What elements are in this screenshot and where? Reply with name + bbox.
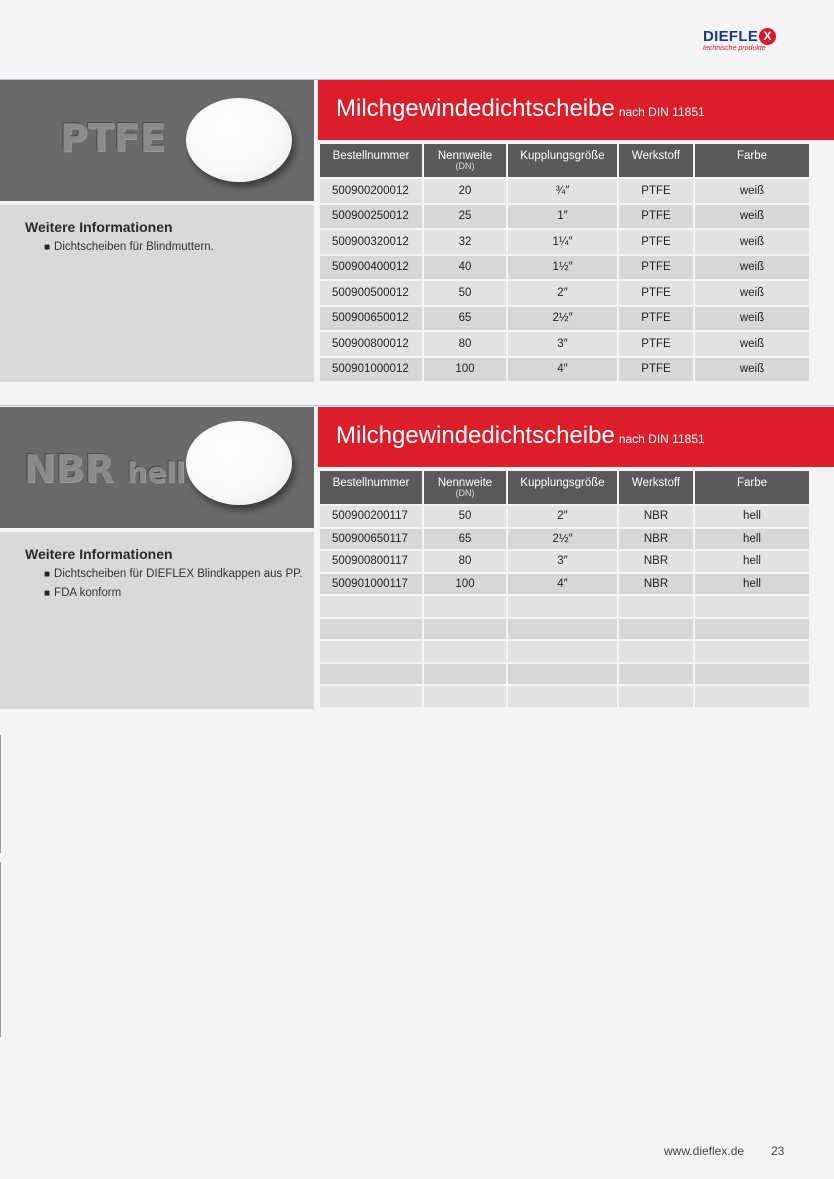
table-cell: 3″ bbox=[508, 551, 617, 572]
table-cell: 4″ bbox=[508, 574, 617, 595]
table-cell: 500900400012 bbox=[320, 256, 422, 280]
column-header bbox=[619, 144, 693, 177]
table-cell: 80 bbox=[424, 332, 506, 356]
table-cell: NBR bbox=[619, 551, 693, 572]
column-header bbox=[320, 471, 422, 504]
info-title: Weitere Informationen bbox=[25, 546, 173, 562]
table-cell bbox=[619, 596, 693, 617]
table-row bbox=[320, 230, 809, 254]
column-header bbox=[424, 144, 506, 177]
column-header bbox=[508, 471, 617, 504]
table-cell: PTFE bbox=[619, 332, 693, 356]
material-suffix: hell bbox=[127, 456, 186, 489]
page-number: 23 bbox=[771, 1144, 785, 1158]
table-cell: 4″ bbox=[508, 358, 617, 382]
table-cell: 500901000117 bbox=[320, 574, 422, 595]
table-row bbox=[320, 256, 809, 280]
column-header bbox=[695, 144, 809, 177]
table-cell: ¾″ bbox=[508, 179, 617, 203]
table-cell: weiß bbox=[695, 256, 809, 280]
table-cell: NBR bbox=[619, 506, 693, 527]
table-cell: 32 bbox=[424, 230, 506, 254]
section-divider bbox=[0, 405, 834, 406]
table-cell: 50 bbox=[424, 281, 506, 305]
table-row bbox=[320, 205, 809, 229]
table-cell: PTFE bbox=[619, 205, 693, 229]
material-label bbox=[24, 447, 185, 491]
column-header-unit: (DN) bbox=[455, 488, 475, 498]
table-cell: 65 bbox=[424, 307, 506, 331]
table-cell: PTFE bbox=[619, 179, 693, 203]
table-cell bbox=[508, 664, 617, 685]
table-cell: PTFE bbox=[619, 256, 693, 280]
table-cell: 2½″ bbox=[508, 307, 617, 331]
table-cell: PTFE bbox=[619, 281, 693, 305]
table-cell bbox=[320, 619, 422, 640]
table-cell bbox=[424, 664, 506, 685]
table-cell: 500900200012 bbox=[320, 179, 422, 203]
table-cell bbox=[695, 596, 809, 617]
table-cell bbox=[619, 619, 693, 640]
table-cell bbox=[320, 664, 422, 685]
table-row bbox=[320, 664, 809, 685]
table-row bbox=[320, 529, 809, 550]
table-cell bbox=[320, 596, 422, 617]
table-cell bbox=[508, 686, 617, 707]
info-list bbox=[44, 241, 214, 260]
product-title-text bbox=[336, 95, 705, 123]
table-cell bbox=[424, 596, 506, 617]
table-cell: hell bbox=[695, 551, 809, 572]
product-section-nbr bbox=[0, 407, 834, 709]
table-cell: 500900650012 bbox=[320, 307, 422, 331]
table-row bbox=[320, 358, 809, 382]
table-cell: 500900500012 bbox=[320, 281, 422, 305]
product-table bbox=[318, 142, 811, 383]
table-row bbox=[320, 179, 809, 203]
column-header bbox=[320, 144, 422, 177]
product-title-text bbox=[336, 422, 705, 450]
table-cell: 25 bbox=[424, 205, 506, 229]
column-header-label: Bestellnummer bbox=[332, 477, 410, 489]
material-panel bbox=[0, 80, 314, 201]
table-cell bbox=[424, 686, 506, 707]
product-standard: nach DIN 11851 bbox=[618, 105, 705, 119]
info-title: Weitere Informationen bbox=[25, 219, 173, 235]
material-label bbox=[60, 116, 166, 160]
info-panel bbox=[0, 205, 314, 382]
table-cell: 1¼″ bbox=[508, 230, 617, 254]
table-cell bbox=[508, 641, 617, 662]
table-cell: weiß bbox=[695, 281, 809, 305]
table-cell: 500900250012 bbox=[320, 205, 422, 229]
table-cell: 80 bbox=[424, 551, 506, 572]
table-cell: 500900200117 bbox=[320, 506, 422, 527]
table-cell: weiß bbox=[695, 230, 809, 254]
table-cell: 3″ bbox=[508, 332, 617, 356]
info-panel bbox=[0, 532, 314, 709]
table-cell bbox=[424, 641, 506, 662]
table-row bbox=[320, 506, 809, 527]
table-cell: 50 bbox=[424, 506, 506, 527]
product-title: Milchgewindedichtscheibe bbox=[336, 95, 615, 122]
table-cell: 500900800012 bbox=[320, 332, 422, 356]
table-cell: 100 bbox=[424, 358, 506, 382]
table-header-row bbox=[320, 471, 809, 504]
gasket-disc-image bbox=[186, 98, 292, 182]
table-cell bbox=[424, 619, 506, 640]
material-name: PTFE bbox=[60, 116, 166, 160]
table-cell: NBR bbox=[619, 529, 693, 550]
table-cell: NBR bbox=[619, 574, 693, 595]
table-row bbox=[320, 596, 809, 617]
edge-line bbox=[0, 735, 1, 853]
table-cell: 1½″ bbox=[508, 256, 617, 280]
product-title: Milchgewindedichtscheibe bbox=[336, 422, 615, 449]
product-table bbox=[318, 469, 811, 709]
table-cell: 20 bbox=[424, 179, 506, 203]
table-cell: 500900320012 bbox=[320, 230, 422, 254]
column-header-label: Kupplungsgröße bbox=[520, 477, 605, 489]
product-title-banner bbox=[318, 407, 834, 467]
column-header-label: Bestellnummer bbox=[332, 150, 410, 162]
info-list bbox=[44, 568, 303, 606]
column-header-label: Kupplungsgröße bbox=[520, 150, 605, 162]
edge-line bbox=[0, 862, 1, 1037]
column-header-label: Farbe bbox=[736, 150, 768, 162]
column-header-unit: (DN) bbox=[455, 161, 475, 171]
table-cell bbox=[695, 619, 809, 640]
table-cell: 1″ bbox=[508, 205, 617, 229]
product-standard: nach DIN 11851 bbox=[618, 432, 705, 446]
column-header-label: Nennweite bbox=[437, 150, 493, 162]
table-cell bbox=[508, 596, 617, 617]
column-header-label: Nennweite bbox=[437, 477, 493, 489]
table-cell: weiß bbox=[695, 205, 809, 229]
table-cell bbox=[320, 641, 422, 662]
table-cell: hell bbox=[695, 529, 809, 550]
table-cell bbox=[695, 664, 809, 685]
table-cell: weiß bbox=[695, 332, 809, 356]
table-row bbox=[320, 619, 809, 640]
column-header bbox=[424, 471, 506, 504]
table-cell: 2″ bbox=[508, 281, 617, 305]
table-cell: 2½″ bbox=[508, 529, 617, 550]
table-cell: 500900800117 bbox=[320, 551, 422, 572]
product-section-ptfe bbox=[0, 80, 834, 382]
material-name: NBR bbox=[24, 447, 115, 491]
material-panel bbox=[0, 407, 314, 528]
table-row bbox=[320, 686, 809, 707]
table-cell bbox=[619, 641, 693, 662]
info-item: ■ Dichtscheiben für DIEFLEX Blindkappen aus PP. bbox=[44, 568, 303, 580]
table-cell bbox=[508, 619, 617, 640]
footer-url[interactable]: www.dieflex.de bbox=[664, 1144, 745, 1158]
info-item: ■ Dichtscheiben für Blindmuttern. bbox=[44, 241, 214, 253]
table-cell bbox=[695, 686, 809, 707]
table-header-row bbox=[320, 144, 809, 177]
column-header bbox=[508, 144, 617, 177]
table-row bbox=[320, 551, 809, 572]
table-row bbox=[320, 574, 809, 595]
table-cell bbox=[619, 686, 693, 707]
table-cell: weiß bbox=[695, 358, 809, 382]
table-cell: 100 bbox=[424, 574, 506, 595]
table-cell: 65 bbox=[424, 529, 506, 550]
table-cell: hell bbox=[695, 574, 809, 595]
table-cell: PTFE bbox=[619, 230, 693, 254]
dieflex-logo bbox=[703, 28, 785, 58]
table-row bbox=[320, 307, 809, 331]
table-cell bbox=[320, 686, 422, 707]
table-cell: 2″ bbox=[508, 506, 617, 527]
table-cell: 500900650117 bbox=[320, 529, 422, 550]
column-header-label: Farbe bbox=[736, 477, 768, 489]
table-cell: PTFE bbox=[619, 307, 693, 331]
column-header bbox=[695, 471, 809, 504]
table-cell: 500901000012 bbox=[320, 358, 422, 382]
column-header bbox=[619, 471, 693, 504]
column-header-label: Werkstoff bbox=[631, 477, 681, 489]
table-cell: weiß bbox=[695, 179, 809, 203]
table-cell bbox=[619, 664, 693, 685]
table-cell: 40 bbox=[424, 256, 506, 280]
table-cell: weiß bbox=[695, 307, 809, 331]
logo-x-mark: X bbox=[759, 28, 776, 45]
table-row bbox=[320, 332, 809, 356]
logo-tagline: technische produkte bbox=[703, 45, 766, 52]
column-header-label: Werkstoff bbox=[631, 150, 681, 162]
table-row bbox=[320, 641, 809, 662]
table-cell: hell bbox=[695, 506, 809, 527]
info-item: ■ FDA konform bbox=[44, 587, 303, 599]
logo-wordmark bbox=[703, 28, 776, 45]
product-title-banner bbox=[318, 80, 834, 140]
gasket-disc-image bbox=[186, 421, 292, 505]
table-cell bbox=[695, 641, 809, 662]
table-cell: PTFE bbox=[619, 358, 693, 382]
table-row bbox=[320, 281, 809, 305]
logo-text: DIEFLE bbox=[703, 28, 759, 45]
